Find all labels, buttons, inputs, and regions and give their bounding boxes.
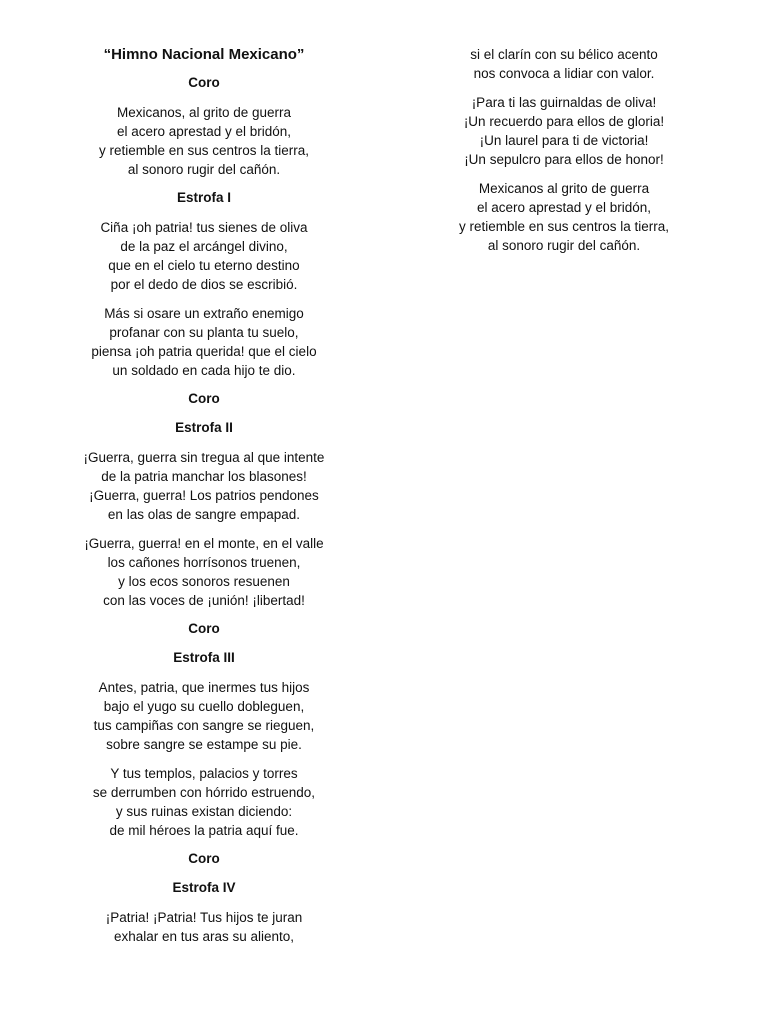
verse-line: tus campiñas con sangre se rieguen,: [93, 718, 315, 733]
stanza: [54, 304, 354, 380]
verse-line: y sus ruinas existan diciendo:: [115, 804, 293, 819]
verse-line: ¡Guerra, guerra sin tregua al que intente: [83, 450, 325, 465]
verse-line: profanar con su planta tu suelo,: [109, 325, 299, 340]
verse-line: nos convoca a lidiar con valor.: [473, 66, 655, 81]
verse-line: de la patria manchar los blasones!: [101, 469, 307, 484]
verse-line: por el dedo de dios se escribió.: [110, 277, 298, 292]
stanza: [54, 218, 354, 294]
section-heading: Coro: [188, 621, 220, 636]
stanza: [54, 103, 354, 179]
stanza: [414, 93, 714, 169]
verse-line: se derrumben con hórrido estruendo,: [92, 785, 316, 800]
verse-line: en las olas de sangre empapad.: [107, 507, 301, 522]
stanza: [54, 908, 354, 946]
stanza: [414, 45, 714, 83]
verse-line: bajo el yugo su cuello dobleguen,: [103, 699, 305, 714]
left-column: [54, 44, 354, 956]
verse-line: Más si osare un extraño enemigo: [104, 306, 304, 321]
section-heading: Coro: [188, 391, 220, 406]
verse-line: ¡Para ti las guirnaldas de oliva!: [471, 95, 657, 110]
stanza: [54, 448, 354, 524]
stanza: [54, 764, 354, 840]
verse-line: con las voces de ¡unión! ¡libertad!: [103, 593, 305, 608]
section-heading: Coro: [188, 75, 220, 90]
verse-line: al sonoro rugir del cañón.: [487, 238, 641, 253]
verse-line: de mil héroes la patria aquí fue.: [109, 823, 299, 838]
verse-line: Mexicanos, al grito de guerra: [116, 105, 292, 120]
verse-line: ¡Un recuerdo para ellos de gloria!: [463, 114, 665, 129]
verse-line: ¡Un laurel para ti de victoria!: [479, 133, 649, 148]
left-column-blocks: [54, 74, 354, 946]
section-heading: Estrofa IV: [172, 880, 236, 895]
verse-line: piensa ¡oh patria querida! que el cielo: [91, 344, 317, 359]
verse-line: Mexicanos al grito de guerra: [478, 181, 650, 196]
right-column-blocks: [414, 45, 714, 255]
document-title: “Himno Nacional Mexicano”: [103, 46, 305, 63]
verse-line: y retiemble en sus centros la tierra,: [98, 143, 310, 158]
verse-line: exhalar en tus aras su aliento,: [113, 929, 295, 944]
verse-line: Ciña ¡oh patria! tus sienes de oliva: [100, 220, 308, 235]
verse-line: Antes, patria, que inermes tus hijos: [98, 680, 310, 695]
verse-line: sobre sangre se estampe su pie.: [106, 737, 302, 752]
verse-line: ¡Guerra, guerra! en el monte, en el valle: [84, 536, 324, 551]
verse-line: los cañones horrísonos truenen,: [107, 555, 301, 570]
verse-line: Y tus templos, palacios y torres: [110, 766, 298, 781]
verse-line: y retiemble en sus centros la tierra,: [458, 219, 670, 234]
verse-line: al sonoro rugir del cañón.: [127, 162, 281, 177]
verse-line: si el clarín con su bélico acento: [470, 47, 658, 62]
verse-line: ¡Un sepulcro para ellos de honor!: [464, 152, 664, 167]
section-heading: Coro: [188, 851, 220, 866]
stanza: [54, 534, 354, 610]
section-heading: Estrofa I: [176, 190, 231, 205]
verse-line: de la paz el arcángel divino,: [120, 239, 288, 254]
right-column: [414, 45, 714, 265]
verse-line: que en el cielo tu eterno destino: [108, 258, 300, 273]
verse-line: el acero aprestad y el bridón,: [116, 124, 292, 139]
verse-line: y los ecos sonoros resuenen: [118, 574, 290, 589]
section-heading: Estrofa II: [175, 420, 233, 435]
stanza: [54, 678, 354, 754]
verse-line: un soldado en cada hijo te dio.: [112, 363, 296, 378]
verse-line: ¡Guerra, guerra! Los patrios pendones: [89, 488, 319, 503]
verse-line: ¡Patria! ¡Patria! Tus hijos te juran: [105, 910, 303, 925]
verse-line: el acero aprestad y el bridón,: [476, 200, 652, 215]
stanza: [414, 179, 714, 255]
section-heading: Estrofa III: [173, 650, 235, 665]
